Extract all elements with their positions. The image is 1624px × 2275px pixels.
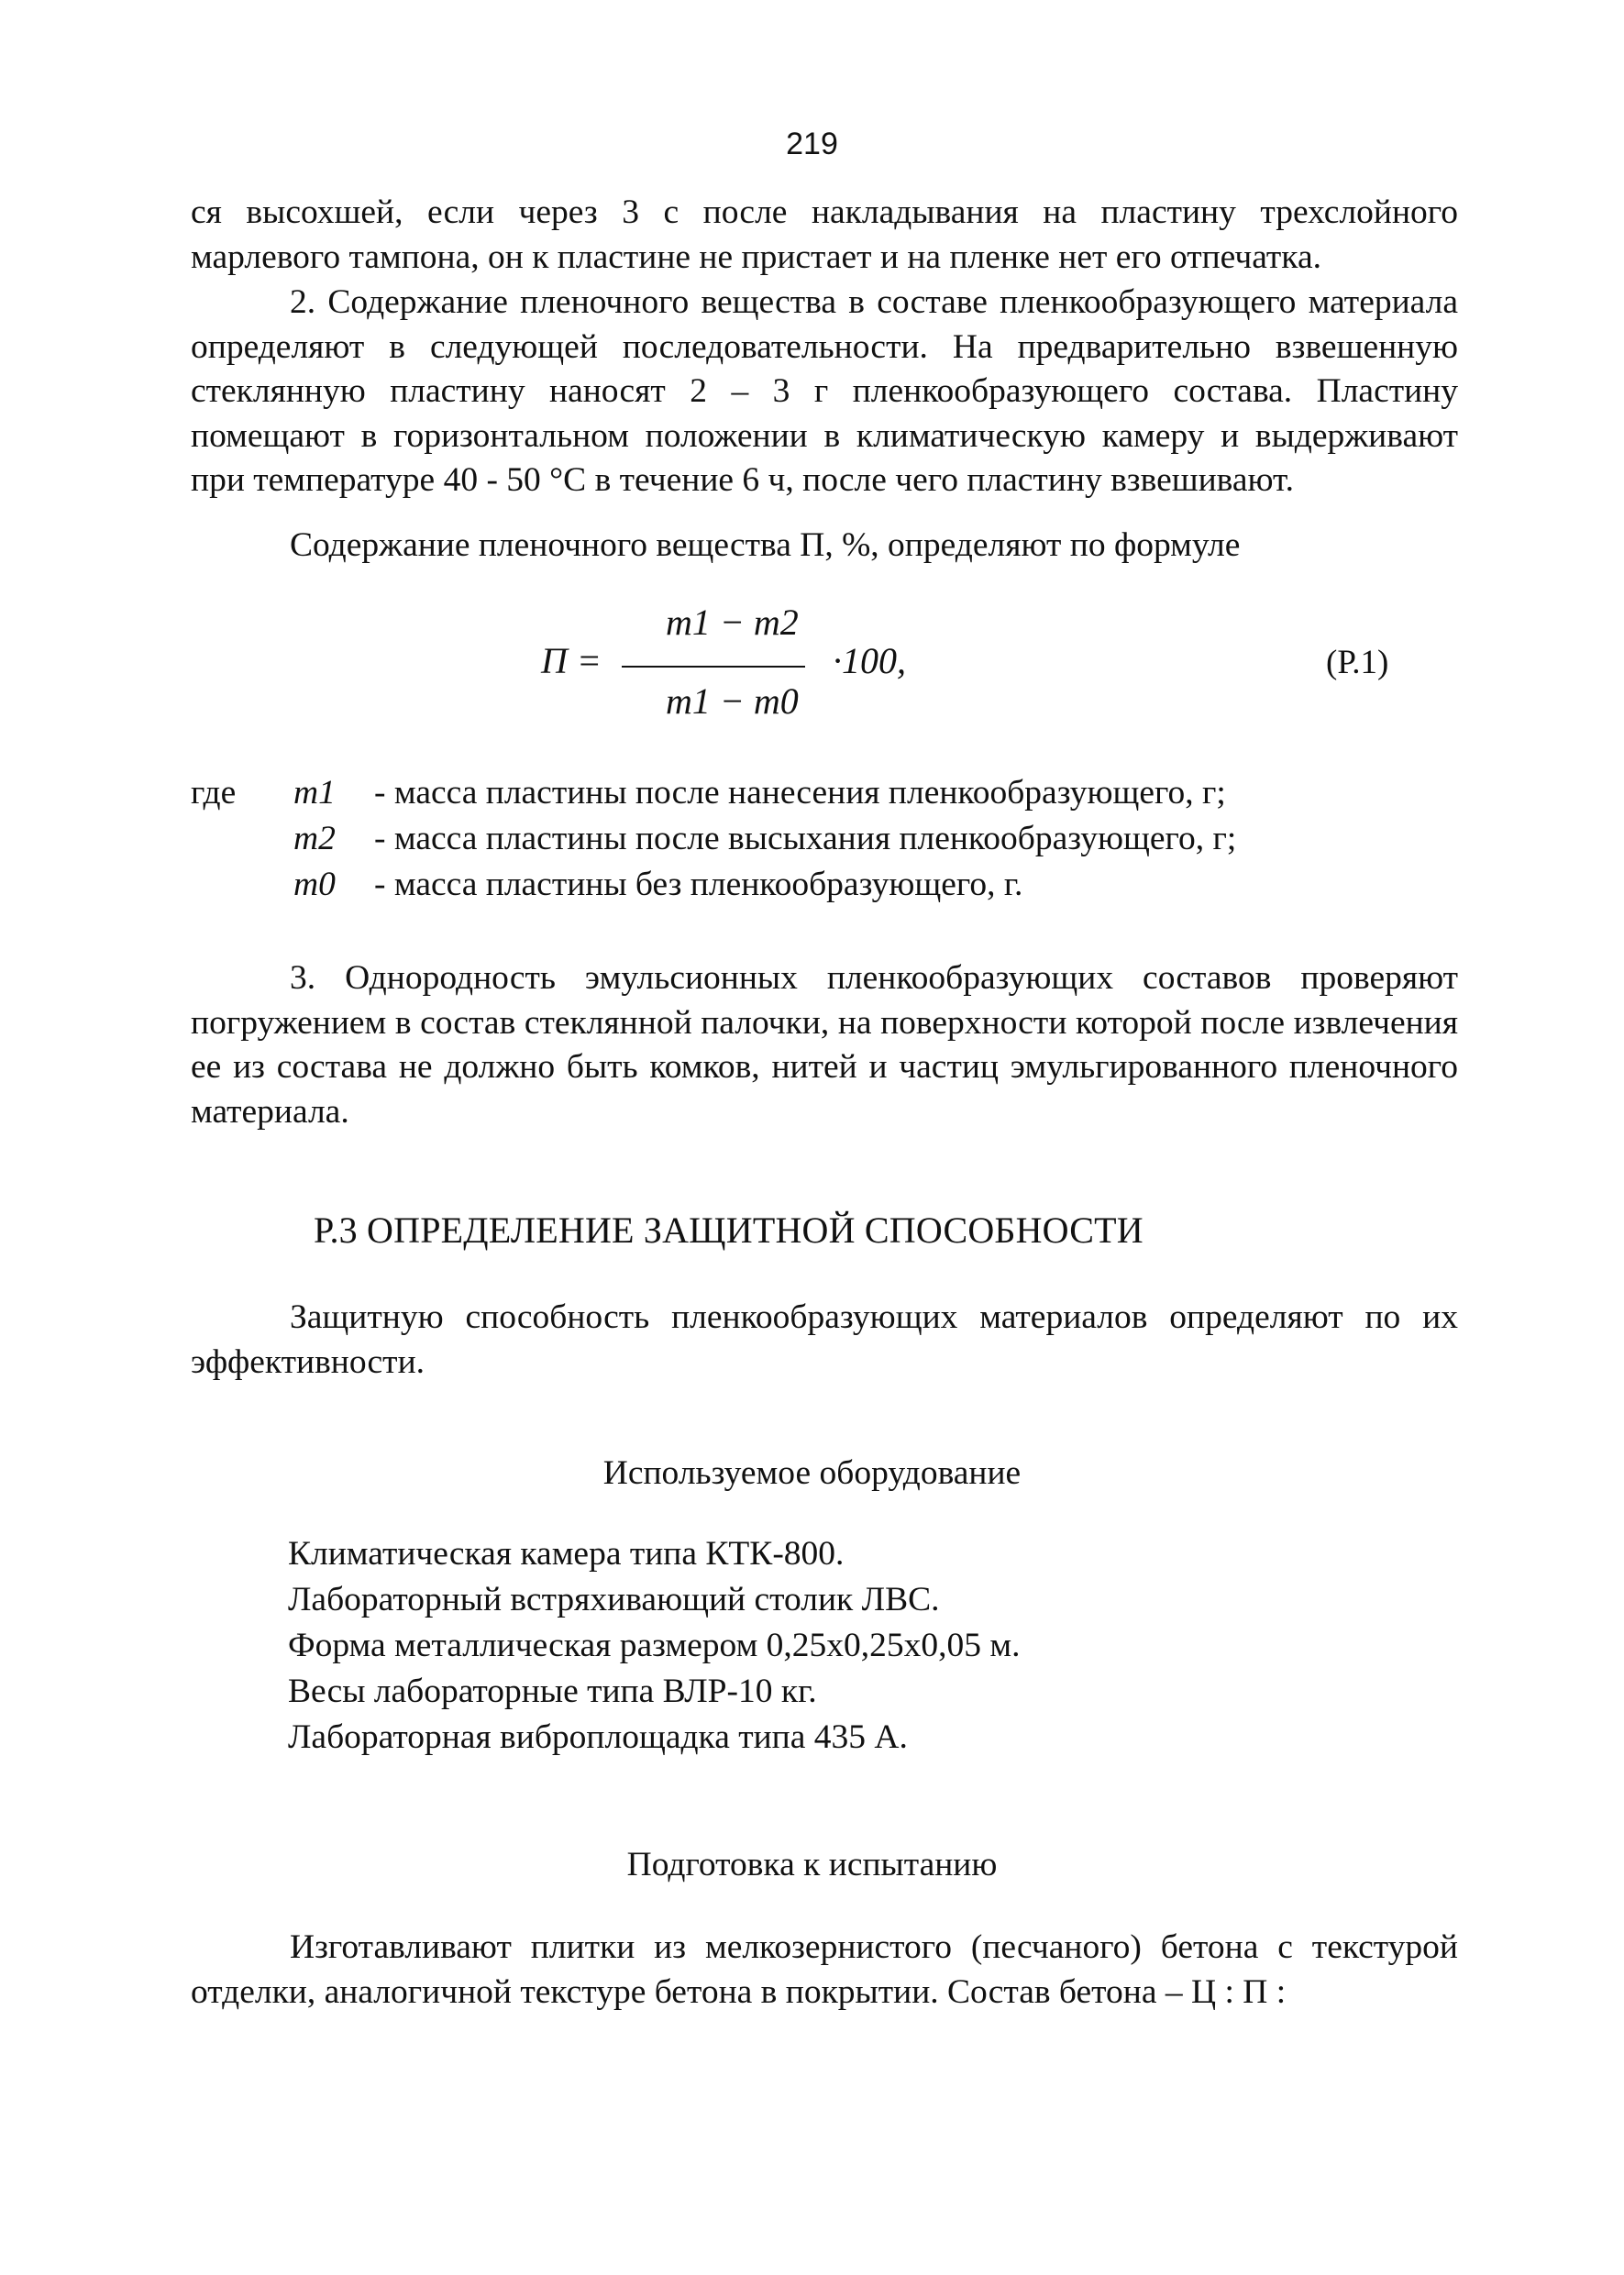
variable-symbol: m2 <box>293 820 336 857</box>
fraction-bar <box>622 666 805 668</box>
equipment-item: Лабораторный встряхивающий столик ЛВС. <box>288 1581 940 1618</box>
preparation-heading: Подготовка к испытанию <box>626 1846 998 1883</box>
variable-symbol: m1 <box>293 774 336 812</box>
paragraph-5: Защитную способность пленкообразующих материалов определяют по их эффективности. <box>191 1298 1458 1381</box>
formula-lhs: П = <box>541 640 602 681</box>
formula-denominator: m1 − m0 <box>666 680 799 722</box>
equation-number: (Р.1) <box>1326 644 1389 681</box>
paragraph-3: Содержание пленочного вещества П, %, определяют по формуле <box>290 526 1241 564</box>
equipment-item: Лабораторная виброплощадка типа 435 А. <box>288 1718 908 1756</box>
variable-description: - масса пластины после высыхания пленкообразующего, г; <box>374 820 1237 857</box>
equipment-item: Климатическая камера типа КТК-800. <box>288 1535 845 1573</box>
equipment-list <box>288 1531 1021 1761</box>
formula-p1 <box>0 601 1624 729</box>
variable-row <box>191 816 1475 862</box>
paragraph-2: 2. Содержание пленочного вещества в составе пленкообразующего материала определяют в следующей последовательности. На предварительно взвешенную стеклянную пластину наносят 2 – 3 г пленкообразующего состава. Пластину помещают в горизонтальном положении в климатическую камеру и выдерживают при температуре 40 - 50 °С в течение 6 ч, после чего пластину взвешивают. <box>191 283 1458 499</box>
equipment-heading: Используемое оборудование <box>602 1454 1022 1492</box>
equipment-item: Форма металлическая размером 0,25х0,25х0,05 м. <box>288 1627 1021 1664</box>
paragraph-4: 3. Однородность эмульсионных пленкообразующих составов проверяют погружением в состав стеклянной палочки, на поверхности которой после извлечения ее из состава не должно быть комков, нитей и частиц эмульгированного пленочного материала. <box>191 959 1458 1131</box>
paragraph-1: ся высохшей, если через 3 с после накладывания на пластину трехслойного марлевого тампона, он к пластине не пристает и на пленке нет его отпечатка. <box>191 193 1458 276</box>
variable-description: - масса пластины без пленкообразующего, г. <box>374 866 1023 903</box>
formula-multiplier: ·100, <box>833 640 906 681</box>
variable-definitions <box>191 770 1475 908</box>
variable-row <box>191 862 1475 908</box>
formula-numerator: m1 − m2 <box>666 602 799 643</box>
equipment-item: Весы лабораторные типа ВЛР-10 кг. <box>288 1673 817 1710</box>
section-heading: Р.3 ОПРЕДЕЛЕНИЕ ЗАЩИТНОЙ СПОСОБНОСТИ <box>314 1209 1143 1251</box>
page-number: 219 <box>786 127 838 161</box>
variable-row <box>191 770 1475 816</box>
variable-description: - масса пластины после нанесения пленкообразующего, г; <box>374 774 1226 812</box>
where-label: где <box>191 774 237 812</box>
variable-symbol: m0 <box>293 866 336 903</box>
paragraph-6: Изготавливают плитки из мелкозернистого (песчаного) бетона с текстурой отделки, аналогичной текстуре бетона в покрытии. Состав бетона – Ц : П : <box>191 1928 1458 2011</box>
